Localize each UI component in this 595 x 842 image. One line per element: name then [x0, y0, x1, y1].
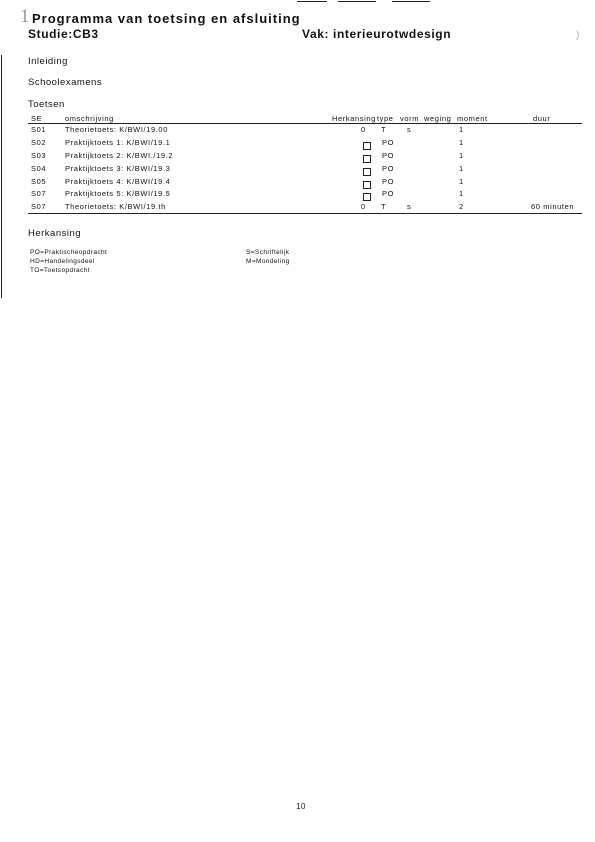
row-6-type: PO	[382, 189, 395, 198]
row-5-omschrijving: Praktijktoets 4: K/BWI/19.4	[65, 177, 171, 186]
legend-s: S=Schriftelijk	[246, 249, 290, 256]
row-6-omschrijving: Praktijktoets 5: K/BWI/19.5	[65, 189, 171, 198]
table-bottom-rule	[28, 213, 582, 214]
col-vorm: vorm	[400, 114, 420, 123]
row-2-type: PO	[382, 138, 395, 147]
row-3-type: PO	[382, 151, 395, 160]
row-4-omschrijving: Praktijktoets 3: K/BWI/19.3	[65, 164, 171, 173]
section-schoolexamens: Schoolexamens	[28, 77, 103, 88]
row-5-type: PO	[382, 177, 395, 186]
section-inleiding: Inleiding	[28, 56, 68, 67]
section-toetsen: Toetsen	[28, 99, 65, 110]
row-7-omschrijving: Theorietoets: K/BWI/19.th	[65, 202, 166, 211]
row-6-se: S07	[31, 189, 47, 198]
legend-to: TO=Toetsopdracht	[30, 267, 90, 274]
row-7-vorm: s	[407, 202, 412, 211]
chapter-number: 1	[20, 6, 30, 27]
corner-mark: )	[576, 30, 580, 41]
row-1-omschrijving: Theorietoets: K/BWI/19.00	[65, 125, 168, 134]
row-5-se: S05	[31, 177, 47, 186]
col-omschrijving: omschrijving	[65, 114, 114, 123]
col-weging: weging	[424, 114, 452, 123]
row-7-moment: 2	[459, 202, 464, 211]
row-2-moment: 1	[459, 138, 464, 147]
row-6-herkansing-checkbox[interactable]	[363, 193, 371, 201]
studie-label: Studie:CB3	[28, 27, 99, 41]
row-2-herkansing-checkbox[interactable]	[363, 142, 371, 150]
page-title: Programma van toetsing en afsluiting	[32, 11, 301, 26]
top-rule	[338, 1, 376, 2]
left-margin-bar	[1, 55, 2, 298]
col-type: type	[377, 114, 394, 123]
row-4-type: PO	[382, 164, 395, 173]
legend-hd: HD=Handelingsdeel	[30, 258, 95, 265]
row-4-moment: 1	[459, 164, 464, 173]
row-7-duur: 60 minuten	[531, 202, 575, 211]
row-2-omschrijving: Praktijktoets 1: K/BWI/19.1	[65, 138, 171, 147]
row-2-se: S02	[31, 138, 47, 147]
section-herkansing: Herkansing	[28, 228, 82, 239]
row-6-moment: 1	[459, 189, 464, 198]
top-rule	[297, 1, 327, 2]
page-number: 10	[296, 802, 306, 811]
row-1-herkansing: 0	[361, 125, 366, 134]
row-1-vorm: s	[407, 125, 412, 134]
col-se: SE	[31, 114, 43, 123]
row-1-se: S01	[31, 125, 47, 134]
legend-po: PO=Praktischeopdracht	[30, 249, 108, 256]
row-3-omschrijving: Praktijktoets 2: K/BWI./19.2	[65, 151, 174, 160]
top-rule	[392, 1, 430, 2]
row-1-type: T	[381, 125, 387, 134]
legend-m: M=Mondeling	[246, 258, 290, 265]
row-5-moment: 1	[459, 177, 464, 186]
row-4-se: S04	[31, 164, 47, 173]
col-herkansing: Herkansing	[332, 114, 376, 123]
row-5-herkansing-checkbox[interactable]	[363, 181, 371, 189]
row-7-se: S07	[31, 202, 47, 211]
col-duur: duur	[533, 114, 551, 123]
row-3-se: S03	[31, 151, 47, 160]
col-moment: moment	[457, 114, 488, 123]
row-4-herkansing-checkbox[interactable]	[363, 168, 371, 176]
row-3-herkansing-checkbox[interactable]	[363, 155, 371, 163]
vak-label: Vak: interieurotwdesign	[302, 27, 452, 41]
row-7-type: T	[381, 202, 387, 211]
table-top-rule	[28, 123, 582, 124]
row-3-moment: 1	[459, 151, 464, 160]
row-1-moment: 1	[459, 125, 464, 134]
row-7-herkansing: 0	[361, 202, 366, 211]
